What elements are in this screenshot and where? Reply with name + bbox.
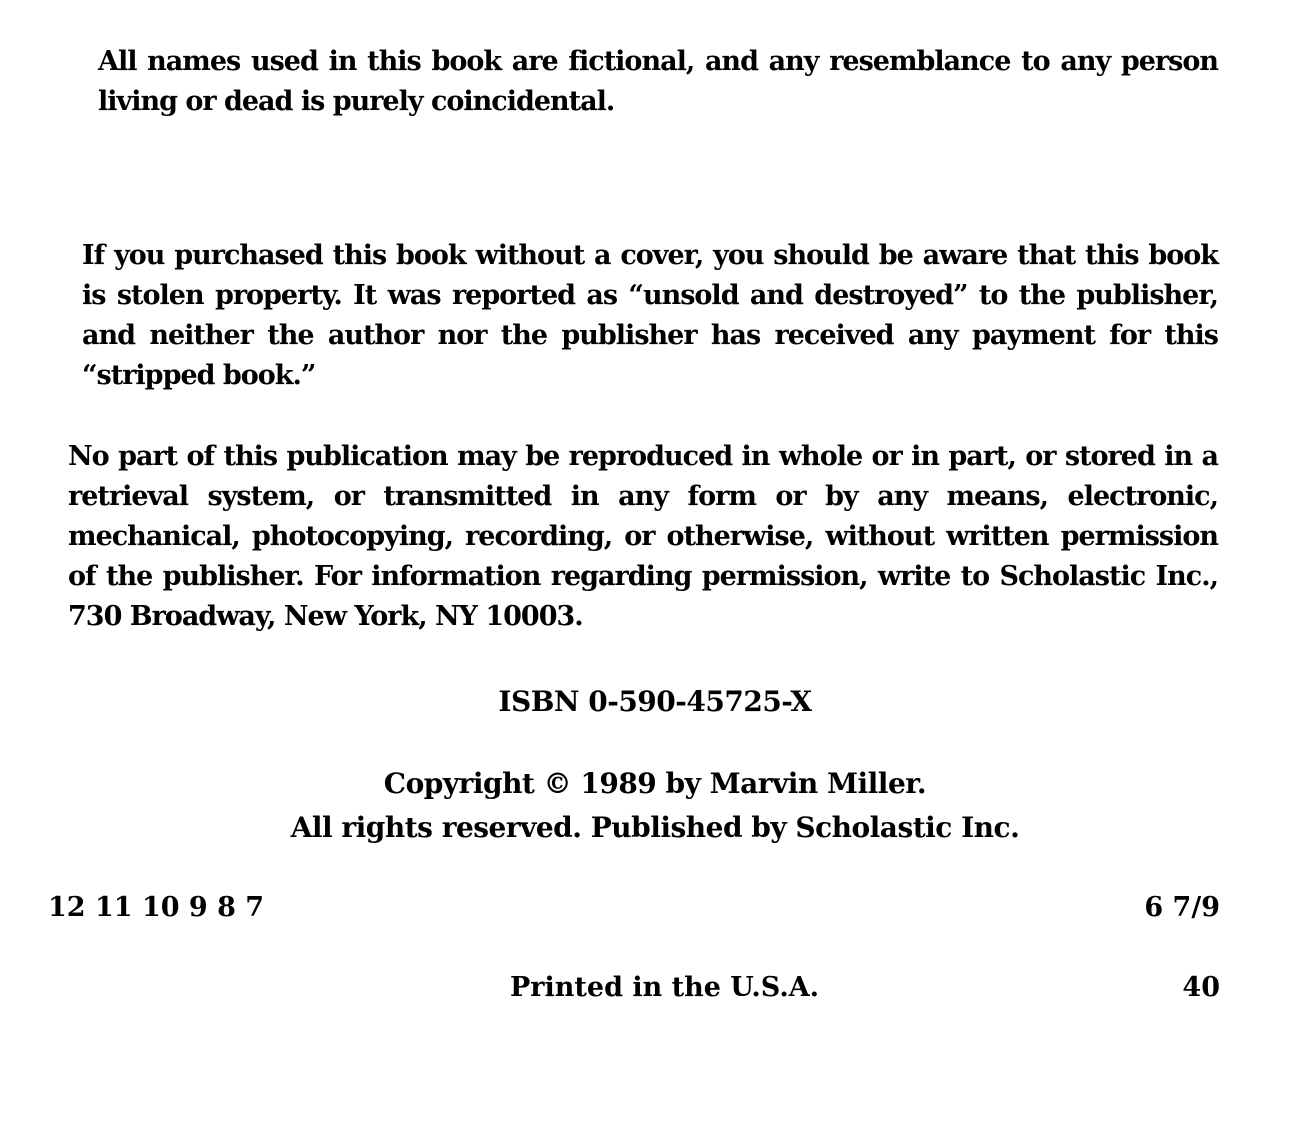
print-number-line: 12 11 10 9 8 7 bbox=[48, 892, 265, 923]
printing-line bbox=[48, 888, 1220, 928]
edition-code: 40 bbox=[1182, 972, 1220, 1003]
isbn: ISBN 0-590-45725-X bbox=[498, 685, 812, 718]
rights-reserved-line: All rights reserved. Published by Scholastic Inc. bbox=[290, 811, 1020, 844]
rights-notice: No part of this publication may be reproduced in whole or in part, or stored in a retrieval system, or transmitted in any form or by any means, electronic, mechanical, photocopying, recording, or otherwise, without written permission of the publisher. For information regarding permission, write to Scholastic Inc., 730 Broadway, New York, NY 10003. bbox=[68, 441, 1218, 632]
copyright-line: Copyright © 1989 by Marvin Miller. bbox=[383, 767, 927, 800]
fiction-notice: All names used in this book are fictional, and any resemblance to any person living or dead is purely coincidental. bbox=[98, 46, 1218, 117]
copyright-block bbox=[4, 762, 1302, 850]
print-date-code: 6 7/9 bbox=[1144, 892, 1220, 923]
printed-in-country: Printed in the U.S.A. bbox=[510, 972, 820, 1003]
stripped-book-notice: If you purchased this book without a cover, you should be aware that this book is stolen property. It was reported as “unsold and destroyed” to the publisher, and neither the author nor the publisher has received any payment for this “stripped book.” bbox=[82, 240, 1218, 391]
